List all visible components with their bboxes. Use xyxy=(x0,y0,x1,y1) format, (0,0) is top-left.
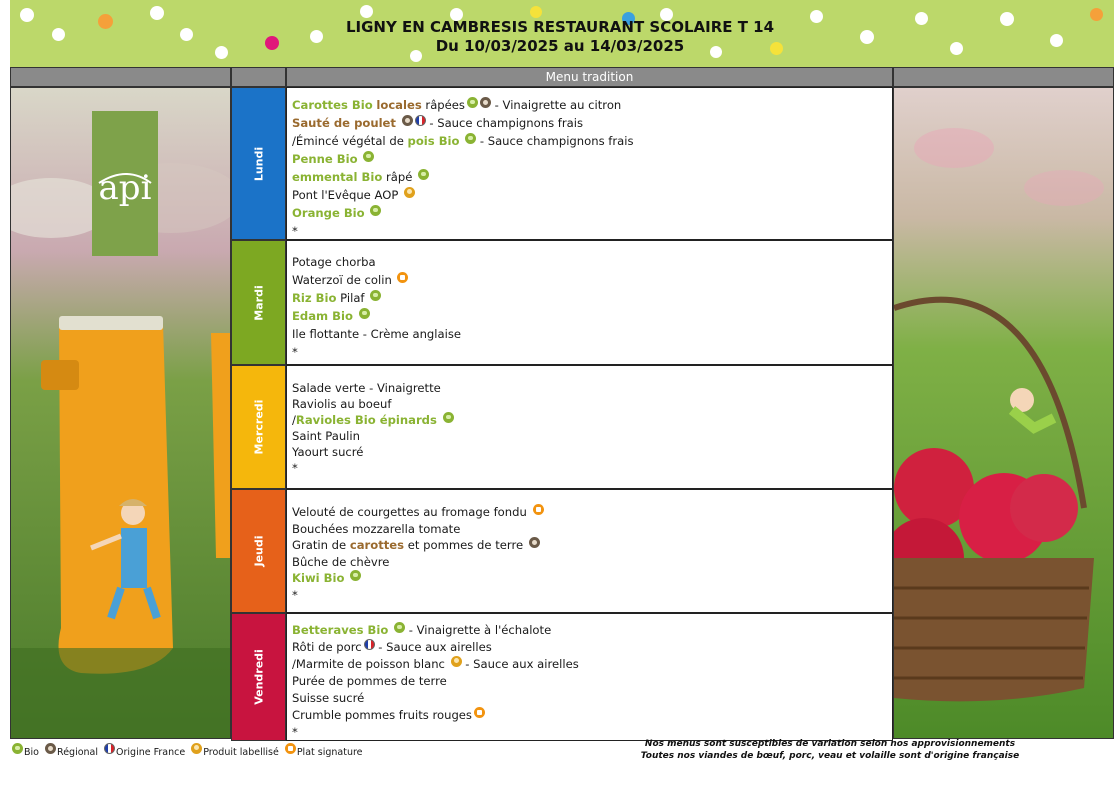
menu-text: râpées xyxy=(421,98,465,112)
bio-icon xyxy=(467,97,478,108)
bio-icon xyxy=(443,412,454,423)
legend-item-bio: Bio xyxy=(12,747,39,758)
restaurant-title: LIGNY EN CAMBRESIS RESTAURANT SCOLAIRE T 14 xyxy=(345,18,775,36)
menu-cell-mercredi xyxy=(286,365,893,489)
menu-item xyxy=(292,150,892,168)
legend-item-label: Produit labellisé xyxy=(191,747,279,758)
menu-text xyxy=(344,571,348,585)
menu-text: - Sauce aux airelles xyxy=(461,657,579,671)
menu-text: Crumble pommes fruits rouges xyxy=(292,708,472,722)
day-label-jeudi xyxy=(231,489,286,613)
bio-icon xyxy=(370,205,381,216)
date-range: Du 10/03/2025 au 14/03/2025 xyxy=(435,37,685,55)
menu-item xyxy=(292,570,892,587)
france-flag-icon xyxy=(415,115,426,126)
menu-item xyxy=(292,587,892,604)
menu-item xyxy=(292,656,892,673)
menu-text: râpé xyxy=(382,170,417,184)
menu-item xyxy=(292,168,892,186)
menu-text: Carottes Bio xyxy=(292,98,373,112)
menu-item xyxy=(292,673,892,690)
menu-item xyxy=(292,504,892,521)
menu-text: - Vinaigrette à l'échalote xyxy=(405,623,552,637)
menu-cell-vendredi xyxy=(286,613,893,741)
menu-item xyxy=(292,428,892,444)
bio-icon xyxy=(465,133,476,144)
menu-item xyxy=(292,639,892,656)
menu-item xyxy=(292,307,892,325)
menu-item xyxy=(292,521,892,538)
api-logo: api xyxy=(98,168,152,208)
menu-cell-jeudi xyxy=(286,489,893,613)
menu-item xyxy=(292,537,892,554)
signature-icon xyxy=(533,504,544,515)
day-label-vendredi xyxy=(231,613,286,741)
menu-text: Yaourt sucré xyxy=(292,445,364,459)
menu-text: pois Bio xyxy=(407,134,460,148)
day-name: Vendredi xyxy=(252,649,265,705)
menu-text: carottes xyxy=(349,538,405,552)
menu-text: Velouté de courgettes au fromage fondu xyxy=(292,505,531,519)
bio-icon xyxy=(350,570,361,581)
menu-text: Riz Bio xyxy=(292,291,337,305)
menu-text xyxy=(459,134,463,148)
menu-text: Ravioles Bio épinards xyxy=(295,413,437,427)
menu-text xyxy=(353,309,357,323)
legend-item-regional: Régional xyxy=(45,747,98,758)
menu-item xyxy=(292,222,892,240)
menu-text: Pont l'Evêque AOP xyxy=(292,188,403,202)
menu-text: Rôti de porc xyxy=(292,640,362,654)
decor-dot xyxy=(360,5,373,18)
menu-item xyxy=(292,325,892,343)
header-bar-left xyxy=(10,67,231,87)
bio-icon xyxy=(418,169,429,180)
menu-item xyxy=(292,622,892,639)
menu-text: * xyxy=(292,725,298,739)
menu-item xyxy=(292,412,892,428)
menu-text: Saint Paulin xyxy=(292,429,360,443)
menu-text: * xyxy=(292,461,298,475)
menu-text: /Émincé végétal de xyxy=(292,134,408,148)
menu-text xyxy=(358,152,362,166)
menu-item xyxy=(292,707,892,724)
menu-text: locales xyxy=(376,98,422,112)
menu-text xyxy=(437,413,441,427)
regional-icon xyxy=(480,97,491,108)
left-photo-boots xyxy=(10,87,231,739)
menu-item xyxy=(292,96,892,114)
menu-text xyxy=(396,116,400,130)
label-icon xyxy=(404,187,415,198)
menu-item xyxy=(292,343,892,361)
signature-icon xyxy=(474,707,485,718)
page-title xyxy=(0,18,1120,56)
menu-text: * xyxy=(292,224,298,238)
france-flag-icon xyxy=(364,639,375,650)
signature-icon xyxy=(397,272,408,283)
day-label-lundi xyxy=(231,87,286,240)
menu-item xyxy=(292,554,892,571)
menu-column-header: Menu tradition xyxy=(286,67,893,87)
menu-cell-lundi xyxy=(286,87,893,240)
menu-item xyxy=(292,114,892,132)
day-name: Jeudi xyxy=(252,535,265,567)
header-bar-right xyxy=(893,67,1114,87)
menu-item xyxy=(292,444,892,460)
menu-text: Orange Bio xyxy=(292,206,365,220)
header-bar-days xyxy=(231,67,286,87)
label-icon xyxy=(451,656,462,667)
menu-text: * xyxy=(292,345,298,359)
regional-icon xyxy=(45,743,56,754)
menu-item xyxy=(292,186,892,204)
menu-text: * xyxy=(292,587,298,602)
menu-item xyxy=(292,253,892,271)
menu-text: Gratin de xyxy=(292,538,350,552)
day-name: Mardi xyxy=(252,284,265,321)
menu-item xyxy=(292,271,892,289)
menu-text: - Sauce aux airelles xyxy=(374,640,492,654)
menu-item xyxy=(292,380,892,396)
france-flag-icon xyxy=(104,743,115,754)
menu-item xyxy=(292,289,892,307)
day-name: Lundi xyxy=(252,146,265,181)
legend-item-signature: Plat signature xyxy=(285,747,363,758)
apple-basket-illustration xyxy=(894,88,1114,739)
bio-icon xyxy=(12,743,23,754)
legend xyxy=(12,743,366,760)
label-icon xyxy=(191,743,202,754)
menu-text: Waterzoï de colin xyxy=(292,273,396,287)
menu-text: Purée de pommes de terre xyxy=(292,674,447,688)
regional-icon xyxy=(529,537,540,548)
menu-text: Suisse sucré xyxy=(292,691,365,705)
footnote-line-1: Nos menus sont susceptibles de variation selon nos approvisionnements xyxy=(644,739,1016,749)
menu-text: Pilaf xyxy=(336,291,369,305)
menu-text: Edam Bio xyxy=(292,309,353,323)
menu-text: Kiwi Bio xyxy=(292,571,345,585)
menu-text: Betteraves Bio xyxy=(292,623,389,637)
menu-text: - Vinaigrette au citron xyxy=(490,98,622,112)
menu-text: Ile flottante - Crème anglaise xyxy=(292,327,462,341)
footnote-line-2: Toutes nos viandes de bœuf, porc, veau et volaille sont d'origine française xyxy=(640,751,1020,761)
menu-text: emmental Bio xyxy=(292,170,383,184)
menu-text: Bouchées mozzarella tomate xyxy=(292,521,461,536)
regional-icon xyxy=(402,115,413,126)
menu-text: Raviolis au boeuf xyxy=(292,397,392,411)
menu-text: Salade verte - Vinaigrette xyxy=(292,381,441,395)
menu-item xyxy=(292,132,892,150)
menu-text: Bûche de chèvre xyxy=(292,554,390,569)
menu-text: et pommes de terre xyxy=(404,538,527,552)
day-name: Mercredi xyxy=(252,399,265,455)
menu-text: - Sauce champignons frais xyxy=(425,116,584,130)
legend-item-france: Origine France xyxy=(104,747,185,758)
bio-icon xyxy=(363,151,374,162)
day-label-mardi xyxy=(231,240,286,365)
menu-item xyxy=(292,460,892,476)
decor-dot xyxy=(530,6,542,18)
menu-text: Sauté de poulet xyxy=(292,116,396,130)
day-label-mercredi xyxy=(231,365,286,489)
menu-text xyxy=(388,623,392,637)
menu-text: Potage chorba xyxy=(292,255,376,269)
menu-item xyxy=(292,204,892,222)
signature-icon xyxy=(285,743,296,754)
menu-text: / xyxy=(292,413,296,427)
footnote xyxy=(600,738,1060,762)
menu-item xyxy=(292,396,892,412)
menu-text xyxy=(365,206,369,220)
menu-text: /Marmite de poisson blanc xyxy=(292,657,449,671)
bio-icon xyxy=(359,308,370,319)
menu-text: Penne Bio xyxy=(292,152,358,166)
bio-icon xyxy=(394,622,405,633)
menu-cell-mardi xyxy=(286,240,893,365)
right-photo-apples xyxy=(893,87,1114,739)
menu-item xyxy=(292,690,892,707)
menu-text: - Sauce champignons frais xyxy=(476,134,634,148)
bio-icon xyxy=(370,290,381,301)
